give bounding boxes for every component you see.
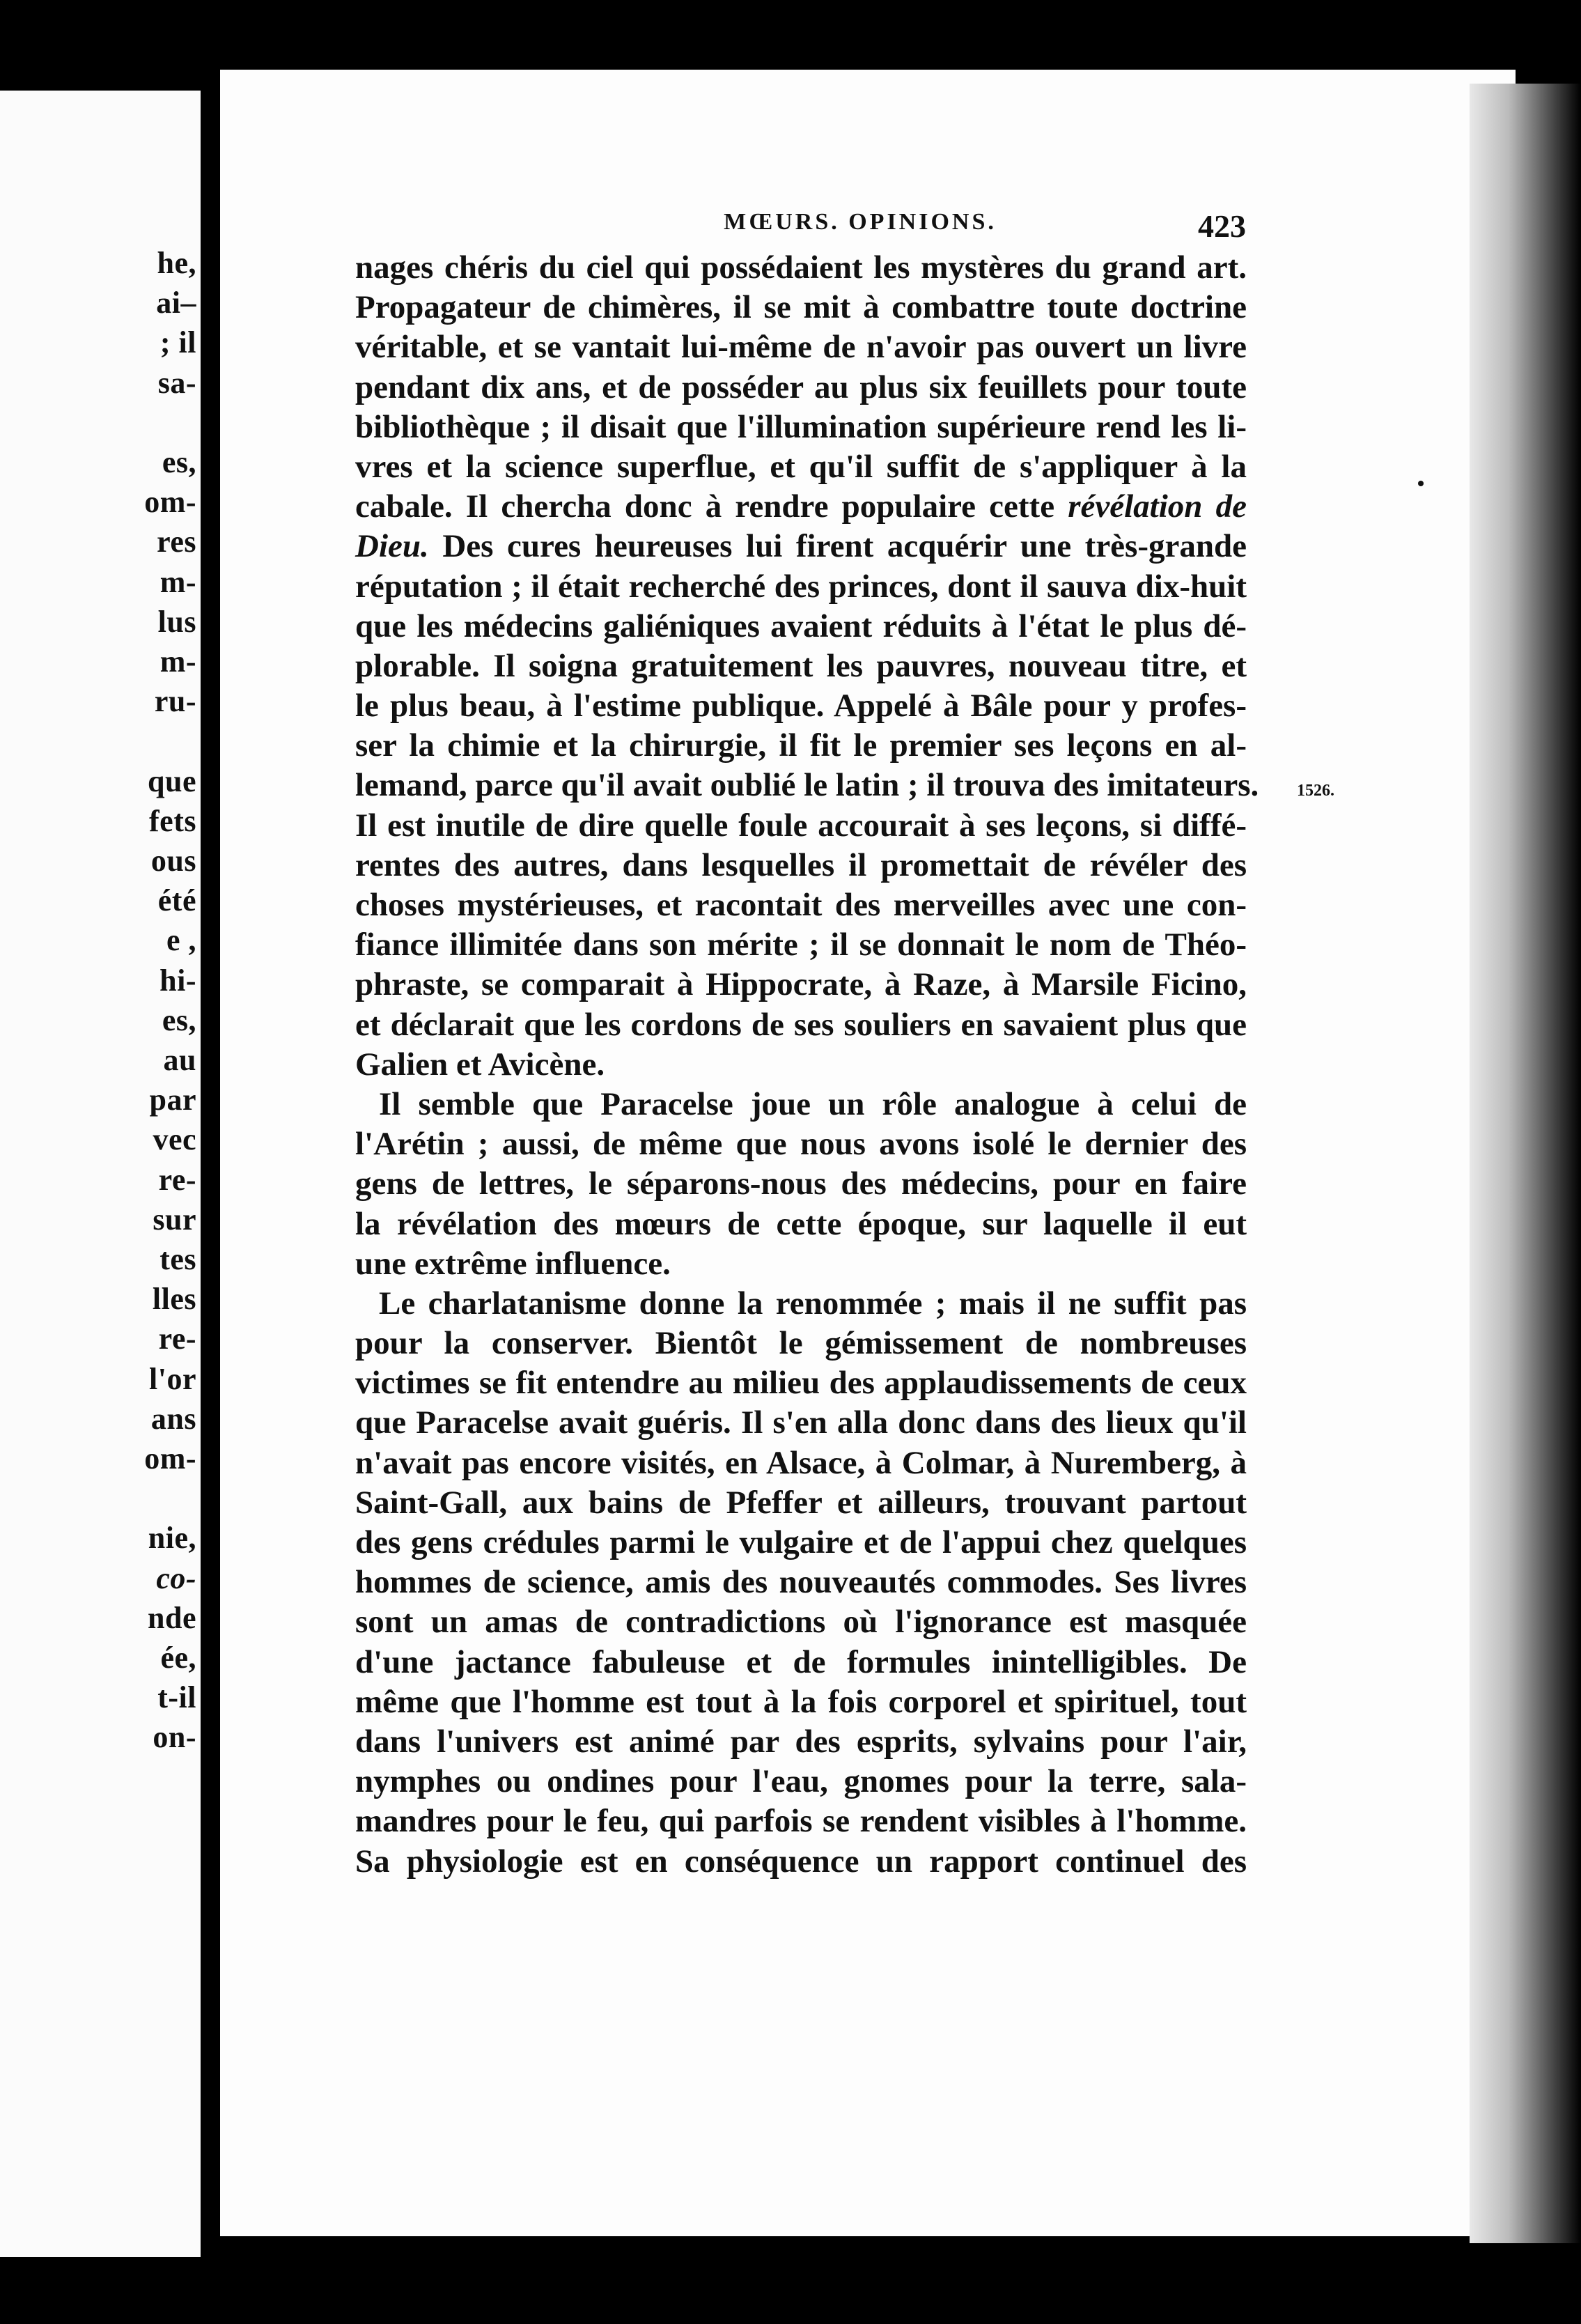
body-line-text: cabale. Il chercha donc à rendre populaire cette xyxy=(355,488,1068,525)
body-line xyxy=(355,1602,1247,1642)
body-line-text: hommes de science, amis des nouveautés commodes. Ses livres xyxy=(355,1564,1247,1601)
body-line-text: vres et la science superflue, et qu'il suffit de s'appliquer à la xyxy=(355,448,1247,485)
body-line-text: Saint-Gall, aux bains de Pfeffer et ailleurs, trouvant partout xyxy=(355,1484,1247,1521)
body-line xyxy=(355,1762,1247,1802)
left-page-line: ; il xyxy=(159,325,196,360)
body-line xyxy=(355,408,1247,447)
left-page-line: hi- xyxy=(159,963,196,998)
body-line-text: bibliothèque ; il disait que l'illumination supérieure rend les li- xyxy=(355,408,1247,445)
body-line xyxy=(355,925,1247,965)
body-line-text: victimes se fit entendre au milieu des applaudissements de ceux xyxy=(355,1365,1247,1402)
left-page-line: res xyxy=(157,525,196,559)
margin-note-date: 1526. xyxy=(1297,782,1334,800)
body-line-text: Il semble que Paracelse joue un rôle analogue à celui de xyxy=(379,1085,1247,1122)
body-line-italic: Dieu. xyxy=(355,528,429,565)
left-page-line: tes xyxy=(159,1242,196,1276)
left-page-line: on- xyxy=(153,1720,196,1755)
body-line xyxy=(355,607,1247,646)
left-page-line: m- xyxy=(159,644,196,679)
body-line xyxy=(355,806,1247,846)
body-line-text: réputation ; il était recherché des princes, dont il sauva dix-huit xyxy=(355,568,1247,605)
left-page-line: ai– xyxy=(156,286,196,320)
left-page-line: re- xyxy=(158,1322,196,1356)
body-line xyxy=(355,965,1247,1005)
body-line-text: gens de lettres, le séparons-nous des médecins, pour en faire xyxy=(355,1165,1247,1202)
body-line xyxy=(355,1244,1247,1284)
left-page-line: om- xyxy=(144,1441,196,1475)
body-line-text: même que l'homme est tout à la fois corporel et spirituel, tout xyxy=(355,1683,1247,1720)
body-line-text: Des cures heureuses lui firent acquérir une très-grande xyxy=(428,528,1247,565)
body-line xyxy=(355,1324,1247,1363)
body-line xyxy=(355,646,1247,686)
page-number: 423 xyxy=(1198,208,1246,244)
body-line-text: l'Arétin ; aussi, de même que nous avons isolé le dernier des xyxy=(355,1126,1247,1163)
body-line xyxy=(355,1842,1247,1882)
body-line xyxy=(355,1643,1247,1682)
body-line-text: Il est inutile de dire quelle foule accourait à ses leçons, si diffé- xyxy=(355,807,1247,844)
body-line xyxy=(355,1563,1247,1602)
body-line-text: dans l'univers est animé par des esprits, sylvains pour l'air, xyxy=(355,1723,1247,1760)
left-page-line: lles xyxy=(152,1282,196,1317)
left-page-line: he, xyxy=(157,246,196,280)
body-line-text: rentes des autres, dans lesquelles il promettait de révéler des xyxy=(355,846,1247,883)
body-line xyxy=(355,1045,1247,1085)
body-line-text: lemand, parce qu'il avait oublié le latin ; il trouva des imitateurs. xyxy=(355,767,1259,804)
body-line-text: mandres pour le feu, qui parfois se rendent visibles à l'homme. xyxy=(355,1803,1247,1840)
left-page-line: sur xyxy=(153,1202,196,1237)
body-text xyxy=(355,248,1259,1882)
body-line xyxy=(355,1005,1247,1045)
body-line-text: Sa physiologie est en conséquence un rapport continuel des xyxy=(355,1843,1247,1880)
left-page-line: ru- xyxy=(154,684,196,719)
left-page-line: ée, xyxy=(160,1641,196,1675)
body-line-text: que Paracelse avait guéris. Il s'en alla donc dans des lieux qu'il xyxy=(355,1404,1247,1441)
page-edge-shadow xyxy=(1470,84,1581,2243)
body-line-text: que les médecins galiéniques avaient réduits à l'état le plus dé- xyxy=(355,607,1247,644)
body-line-text: n'avait pas encore visités, en Alsace, à Colmar, à Nuremberg, à xyxy=(355,1444,1247,1481)
body-line-text: Le charlatanisme donne la renommée ; mais il ne suffit pas xyxy=(379,1285,1247,1322)
body-line xyxy=(355,1124,1247,1164)
body-line xyxy=(355,1443,1247,1483)
body-line-text: et déclarait que les cordons de ses souliers en savaient plus que xyxy=(355,1006,1247,1043)
body-line xyxy=(355,567,1247,607)
body-line xyxy=(355,846,1247,885)
body-line xyxy=(355,686,1247,726)
left-page-line: ans xyxy=(150,1401,196,1436)
left-page-line: om- xyxy=(144,485,196,520)
body-line-text: pendant dix ans, et de posséder au plus six feuillets pour toute xyxy=(355,369,1247,405)
body-line xyxy=(355,527,1247,566)
body-line xyxy=(355,327,1247,367)
left-page-line: que xyxy=(148,764,196,798)
left-page-line: t-il xyxy=(157,1680,196,1715)
running-head: MŒURS. OPINIONS. xyxy=(724,209,997,235)
body-line-text: la révélation des mœurs de cette époque, sur laquelle il eut xyxy=(355,1205,1247,1242)
body-line-text: le plus beau, à l'estime publique. Appelé à Bâle pour y profes- xyxy=(355,688,1247,725)
left-page-line: nie, xyxy=(148,1521,196,1556)
body-line xyxy=(355,1284,1247,1324)
left-page-line: par xyxy=(149,1083,196,1117)
body-line-text: des gens crédules parmi le vulgaire et de l'appui chez quelques xyxy=(355,1524,1247,1560)
left-page-line: co- xyxy=(156,1560,196,1595)
body-line-text: véritable, et se vantait lui-même de n'avoir pas ouvert un livre xyxy=(355,329,1247,366)
body-line-text: Galien et Avicène. xyxy=(355,1046,605,1083)
left-page-line: es, xyxy=(162,445,196,479)
body-line-text: Propagateur de chimères, il se mit à combattre toute doctrine xyxy=(355,289,1247,326)
body-line-text: ser la chimie et la chirurgie, il fit le premier ses leçons en al- xyxy=(355,727,1247,764)
body-line-text: pour la conserver. Bientôt le gémissement de nombreuses xyxy=(355,1325,1247,1362)
left-page-line: nde xyxy=(148,1600,196,1635)
body-line-italic: révélation de xyxy=(1068,488,1247,525)
left-page-line: ous xyxy=(150,844,196,878)
body-line xyxy=(355,1802,1247,1841)
left-page-line: lus xyxy=(157,604,196,639)
body-line-text: d'une jactance fabuleuse et de formules inintelligibles. De xyxy=(355,1643,1247,1680)
body-line xyxy=(355,248,1247,288)
body-line xyxy=(355,487,1247,527)
body-line xyxy=(355,1483,1247,1523)
body-line xyxy=(355,1523,1247,1563)
body-line-text: phraste, se comparait à Hippocrate, à Raze, à Marsile Ficino, xyxy=(355,966,1247,1003)
left-page-line: e , xyxy=(166,923,196,958)
left-page-line: es, xyxy=(162,1002,196,1037)
body-line xyxy=(355,1164,1247,1204)
body-line-text: nymphes ou ondines pour l'eau, gnomes pour la terre, sala- xyxy=(355,1763,1247,1800)
left-page-line: vec xyxy=(153,1122,196,1157)
left-page-line: l'or xyxy=(149,1361,196,1396)
body-line xyxy=(355,368,1247,408)
body-line-text: fiance illimitée dans son mérite ; il se donnait le nom de Théo- xyxy=(355,927,1247,963)
left-page-line: m- xyxy=(159,564,196,599)
body-line-text: choses mystérieuses, et racontait des merveilles avec une con- xyxy=(355,887,1247,923)
body-line xyxy=(355,726,1247,766)
body-line xyxy=(355,1722,1247,1762)
body-line xyxy=(355,1363,1247,1403)
body-line xyxy=(355,288,1247,327)
left-page-line: été xyxy=(157,883,196,918)
body-line xyxy=(355,766,1259,805)
body-line-text: une extrême influence. xyxy=(355,1245,671,1282)
body-line xyxy=(355,1682,1247,1722)
body-line xyxy=(355,447,1247,487)
left-page-line: au xyxy=(163,1043,196,1077)
left-page-fragment xyxy=(0,91,201,2257)
ink-speck xyxy=(1418,481,1424,486)
left-page-line: re- xyxy=(158,1162,196,1197)
left-page-line: fets xyxy=(149,803,196,838)
body-line-text: nages chéris du ciel qui possédaient les mystères du grand art. xyxy=(355,249,1247,286)
body-line xyxy=(355,885,1247,925)
left-page-line: sa- xyxy=(157,365,196,400)
body-line xyxy=(355,1403,1247,1443)
body-line xyxy=(355,1085,1247,1124)
body-line-text: sont un amas de contradictions où l'ignorance est masquée xyxy=(355,1604,1247,1641)
body-line-text: plorable. Il soigna gratuitement les pauvres, nouveau titre, et xyxy=(355,647,1247,684)
body-line xyxy=(355,1204,1247,1244)
